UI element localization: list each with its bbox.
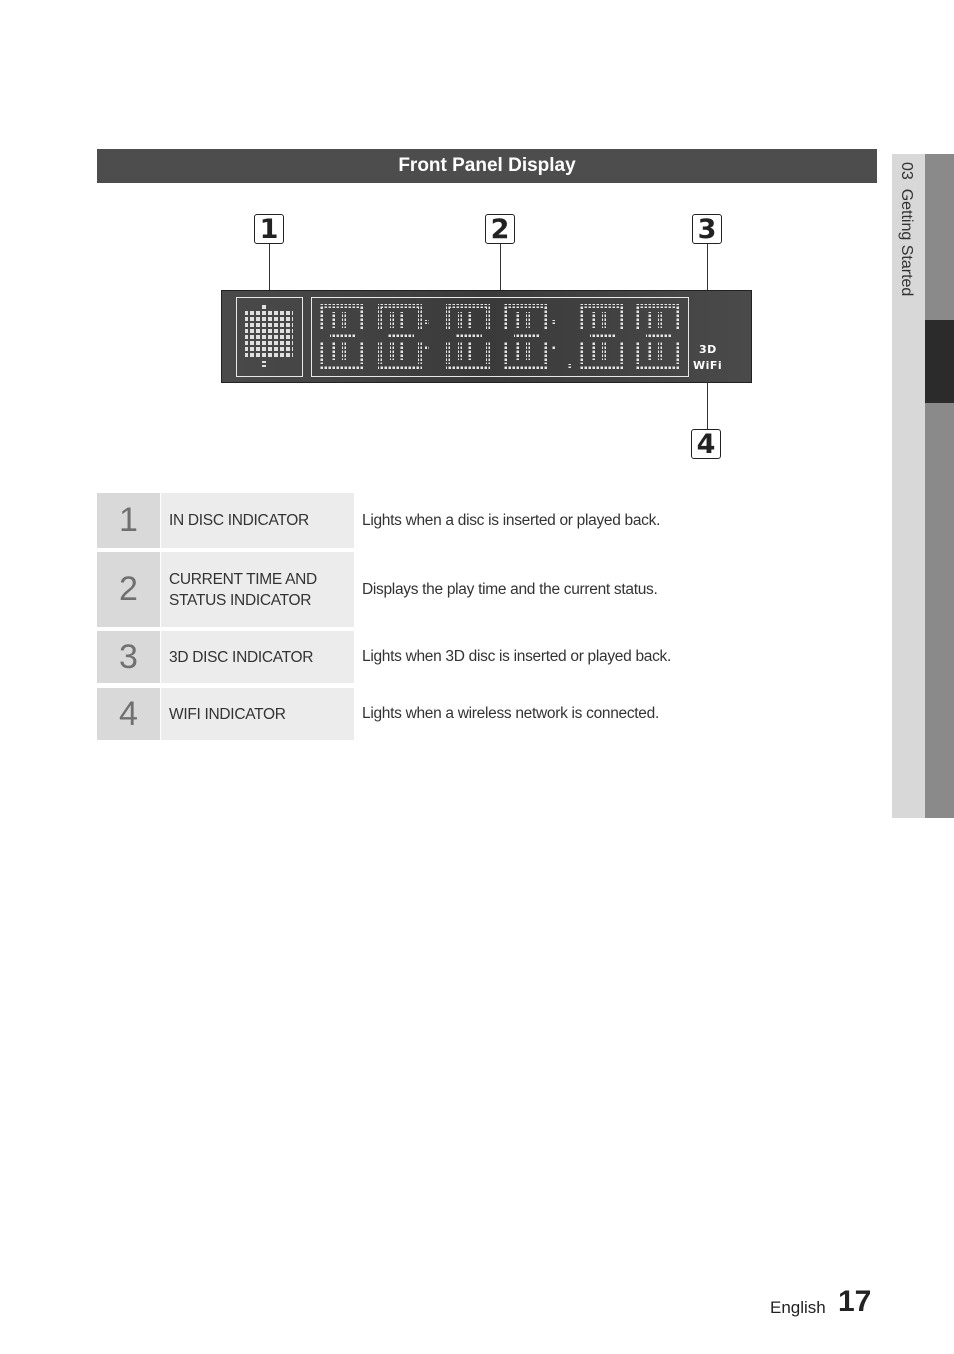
- chapter-title: Getting Started: [898, 188, 915, 297]
- row-number: 4: [97, 688, 160, 740]
- row-description: Lights when a wireless network is connected.: [362, 705, 659, 722]
- side-tab-strip: [925, 403, 954, 818]
- row-number: 1: [97, 493, 160, 548]
- row-number: 3: [97, 631, 160, 683]
- side-tab-active-marker: [925, 320, 954, 403]
- callout-1: 1: [254, 214, 284, 244]
- row-number: 2: [97, 552, 160, 627]
- dot-matrix-icon: [237, 298, 301, 375]
- row-description: Lights when 3D disc is inserted or played back.: [362, 648, 671, 665]
- footer-language: English: [770, 1298, 826, 1317]
- time-status-indicator-box: [311, 297, 689, 377]
- indicator-3d-label: 3D: [699, 343, 717, 356]
- callout-4: 4: [691, 429, 721, 459]
- segment-digits-icon: [312, 298, 687, 375]
- row-label: IN DISC INDICATOR: [161, 493, 354, 548]
- chapter-number: 03: [898, 162, 915, 180]
- table-row: [97, 493, 877, 548]
- row-description: Displays the play time and the current status.: [362, 580, 658, 598]
- indicator-wifi-label: WiFi: [693, 359, 723, 372]
- in-disc-indicator-box: [236, 297, 303, 377]
- section-title: Front Panel Display: [97, 149, 877, 183]
- side-tab-strip: [925, 154, 954, 320]
- row-description: Lights when a disc is inserted or played back.: [362, 511, 661, 529]
- table-row: [97, 631, 877, 683]
- table-row: [97, 688, 877, 740]
- page-number: 17: [838, 1285, 872, 1318]
- chapter-label: [897, 162, 915, 296]
- row-label: WIFI INDICATOR: [161, 688, 354, 740]
- row-label: 3D DISC INDICATOR: [161, 631, 354, 683]
- table-row: [97, 552, 877, 627]
- row-label: CURRENT TIME AND STATUS INDICATOR: [161, 552, 354, 627]
- callout-2: 2: [485, 214, 515, 244]
- callout-3: 3: [692, 214, 722, 244]
